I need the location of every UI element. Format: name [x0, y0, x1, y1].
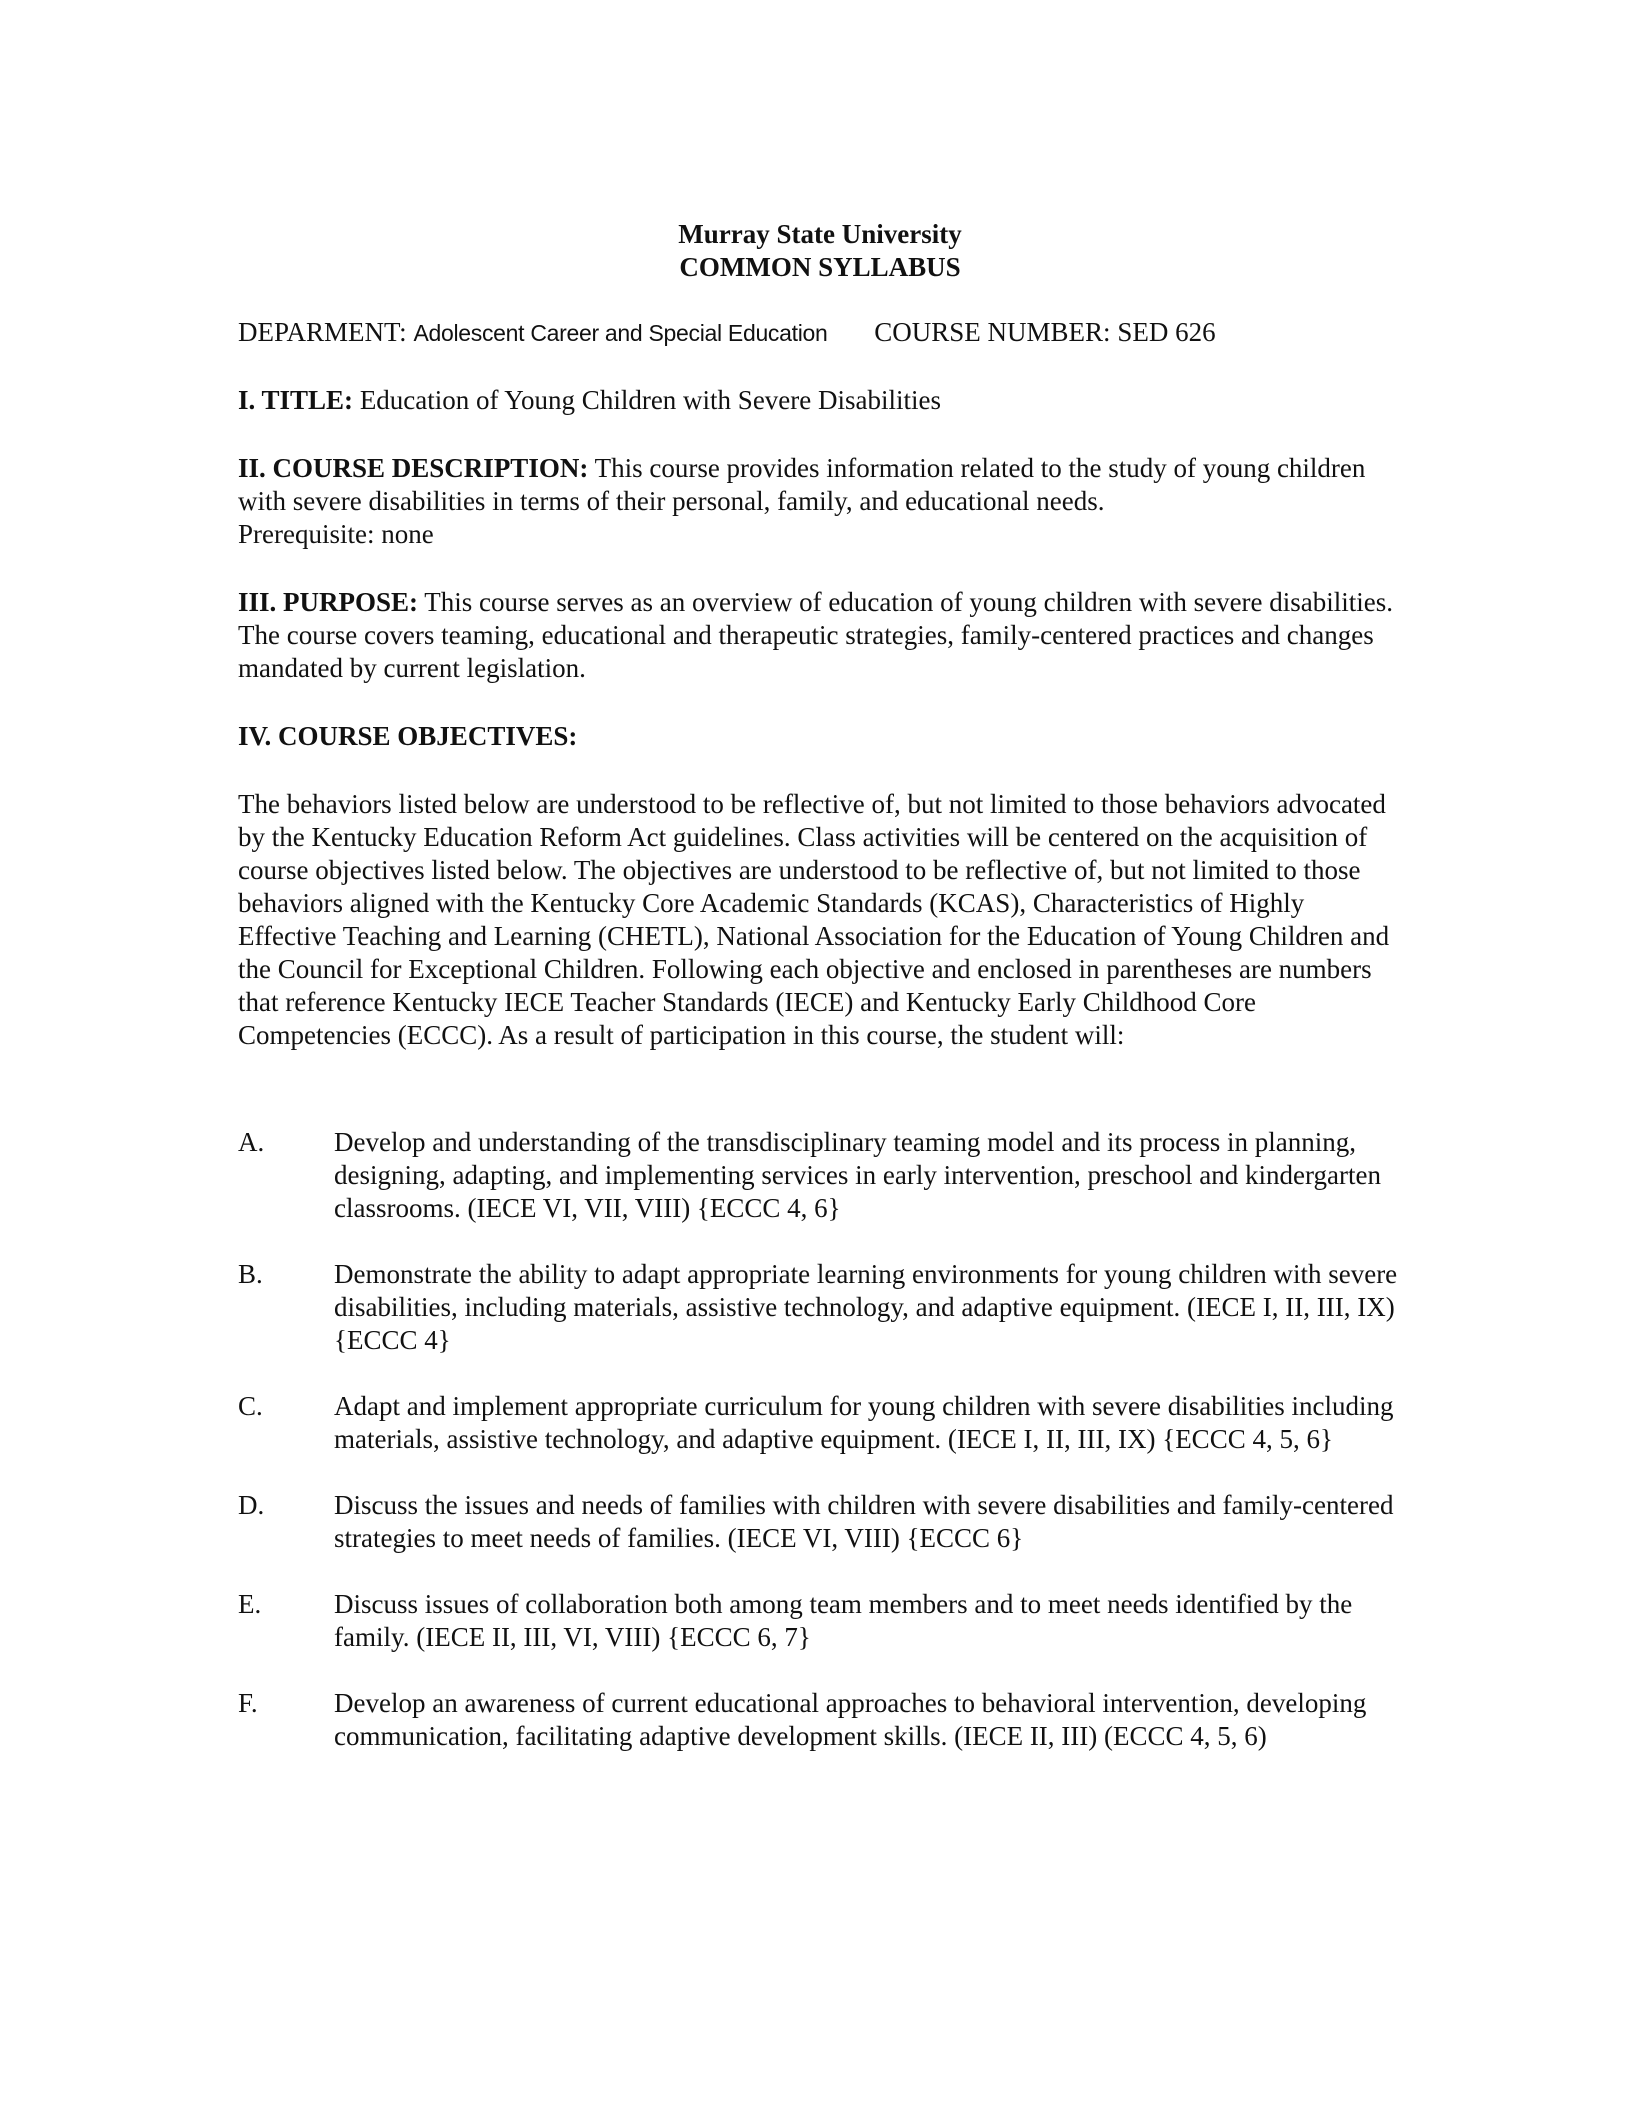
objectives-heading-section [238, 720, 1398, 753]
prerequisite-text: Prerequisite: none [238, 519, 434, 549]
department-line [238, 316, 1438, 350]
objective-text: Develop and understanding of the transdisciplinary teaming model and its process in planning, designing, adapting, and implementing services in early intervention, preschool and kindergarten classrooms. (IECE VI, VII, VIII) {ECCC 4, 6} [334, 1127, 1381, 1223]
objective-text: Discuss issues of collaboration both among team members and to meet needs identified by the family. (IECE II, III, VI, VIII) {ECCC 6, 7} [334, 1589, 1353, 1652]
objective-letter: C. [238, 1391, 263, 1421]
department-label: DEPARMENT: [238, 317, 407, 347]
objective-item-f [238, 1687, 1398, 1753]
objectives-list [238, 1126, 1398, 1786]
purpose-text: This course serves as an overview of education of young children with severe disabilities. The course covers teaming, educational and therapeutic strategies, family-centered practices and changes mandated by current legislation. [238, 587, 1394, 683]
course-title: Education of Young Children with Severe Disabilities [359, 385, 941, 415]
purpose-section-label: III. PURPOSE: [238, 587, 419, 617]
course-number-value: SED 626 [1117, 317, 1216, 347]
course-number-label: COURSE NUMBER: [874, 317, 1111, 347]
document-header [0, 218, 1640, 284]
objective-letter: F. [238, 1688, 258, 1718]
objectives-intro-section [238, 788, 1398, 1052]
document-type: COMMON SYLLABUS [679, 252, 961, 282]
objective-text: Adapt and implement appropriate curriculum for young children with severe disabilities including materials, assistive technology, and adaptive equipment. (IECE I, II, III, IX) {ECCC 4, 5, 6} [334, 1391, 1394, 1454]
objective-text: Develop an awareness of current educational approaches to behavioral intervention, developing communication, facilitating adaptive development skills. (IECE II, III) (ECCC 4, 5, 6) [334, 1688, 1367, 1751]
objective-letter: B. [238, 1259, 263, 1289]
objective-item-b [238, 1258, 1398, 1357]
university-name: Murray State University [678, 219, 962, 249]
objective-text: Demonstrate the ability to adapt appropriate learning environments for young children with severe disabilities, including materials, assistive technology, and adaptive equipment. (IECE I, II, III, IX) {ECCC 4} [334, 1259, 1398, 1355]
course-number-group [874, 317, 1215, 347]
objective-item-a [238, 1126, 1398, 1225]
objective-letter: A. [238, 1127, 265, 1157]
title-section [238, 384, 1398, 417]
objectives-intro-text: The behaviors listed below are understood to be reflective of, but not limited to those behaviors advocated by the Kentucky Education Reform Act guidelines. Class activities will be centered on the acquisition of course objectives listed below. The objectives are understood to be reflective of, but not limited to those behaviors aligned with the Kentucky Core Academic Standards (KCAS), Characteristics of Highly Effective Teaching and Learning (CHETL), National Association for the Education of Young Children and the Council for Exceptional Children. Following each objective and enclosed in parentheses are numbers that reference Kentucky IECE Teacher Standards (IECE) and Kentucky Early Childhood Core Competencies (ECCC). As a result of participation in this course, the student will: [238, 789, 1390, 1050]
objective-letter: D. [238, 1490, 265, 1520]
objective-item-d [238, 1489, 1398, 1555]
department-value: Adolescent Career and Special Education [413, 320, 828, 346]
objective-letter: E. [238, 1589, 262, 1619]
objectives-heading: IV. COURSE OBJECTIVES: [238, 721, 578, 751]
objective-item-c [238, 1390, 1398, 1456]
objective-text: Discuss the issues and needs of families with children with severe disabilities and family-centered strategies to meet needs of families. (IECE VI, VIII) {ECCC 6} [334, 1490, 1394, 1553]
description-section [238, 452, 1398, 551]
course-description-text: This course provides information related to the study of young children with severe disabilities in terms of their personal, family, and educational needs. [238, 453, 1366, 516]
title-section-label: I. TITLE: [238, 385, 354, 415]
description-section-label: II. COURSE DESCRIPTION: [238, 453, 589, 483]
purpose-section [238, 586, 1398, 685]
objective-item-e [238, 1588, 1398, 1654]
